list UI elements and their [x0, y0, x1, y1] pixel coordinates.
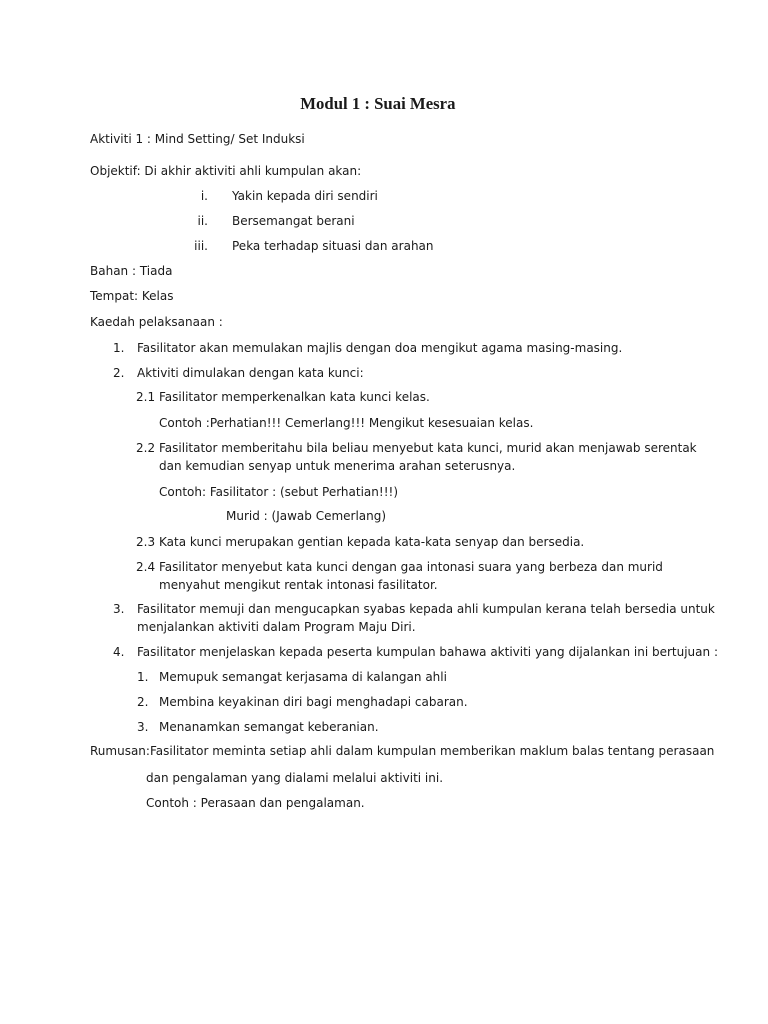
activity-heading: Aktiviti 1 : Mind Setting/ Set Induksi [90, 132, 305, 146]
rumusan-example: Contoh : Perasaan dan pengalaman. [146, 796, 365, 810]
step-number: 2. [113, 366, 125, 380]
purpose-item-number: 1. [137, 670, 149, 684]
substep-number: 2.1 [136, 390, 156, 404]
purpose-item-text: Menanamkan semangat keberanian. [159, 720, 379, 734]
substep-text: Fasilitator menyebut kata kunci dengan gaa intonasi suara yang berbeza dan murid [159, 560, 663, 574]
objective-item-number: ii. [197, 214, 208, 228]
objective-item-text: Peka terhadap situasi dan arahan [232, 239, 434, 253]
objective-label: Objektif: Di akhir aktiviti ahli kumpulan akan: [90, 164, 362, 178]
substep-text-continued: menyahut mengikut rentak intonasi fasilitator. [159, 578, 438, 592]
step-text-continued: menjalankan aktiviti dalam Program Maju Diri. [137, 620, 416, 634]
step-text: Fasilitator menjelaskan kepada peserta kumpulan bahawa aktiviti yang dijalankan ini bertujuan : [137, 645, 718, 659]
step-text: Fasilitator akan memulakan majlis dengan doa mengikut agama masing-masing. [137, 341, 623, 355]
objective-item-number: iii. [194, 239, 208, 253]
step-number: 4. [113, 645, 125, 659]
bahan-line: Bahan : Tiada [90, 264, 173, 278]
step-text: Fasilitator memuji dan mengucapkan syabas kepada ahli kumpulan kerana telah bersedia untuk [137, 602, 715, 616]
step-number: 3. [113, 602, 125, 616]
substep-text: Kata kunci merupakan gentian kepada kata-kata senyap dan bersedia. [159, 535, 585, 549]
purpose-item-number: 3. [137, 720, 149, 734]
substep-example: Contoh: Fasilitator : (sebut Perhatian!!!) [159, 485, 398, 499]
substep-number: 2.2 [136, 441, 156, 455]
step-number: 1. [113, 341, 125, 355]
substep-example: Murid : (Jawab Cemerlang) [226, 509, 387, 523]
tempat-line: Tempat: Kelas [90, 289, 174, 303]
purpose-item-text: Membina keyakinan diri bagi menghadapi cabaran. [159, 695, 468, 709]
substep-text: Fasilitator memberitahu bila beliau menyebut kata kunci, murid akan menjawab serentak [159, 441, 697, 455]
objective-item-text: Bersemangat berani [232, 214, 355, 228]
purpose-item-number: 2. [137, 695, 149, 709]
objective-item-number: i. [200, 189, 208, 203]
substep-number: 2.4 [136, 560, 156, 574]
objective-item-text: Yakin kepada diri sendiri [232, 189, 378, 203]
rumusan-text: Rumusan:Fasilitator meminta setiap ahli dalam kumpulan memberikan maklum balas tentang perasaan [90, 744, 715, 758]
rumusan-text-continued: dan pengalaman yang dialami melalui aktiviti ini. [146, 771, 444, 785]
purpose-item-text: Memupuk semangat kerjasama di kalangan ahli [159, 670, 447, 684]
step-text: Aktiviti dimulakan dengan kata kunci: [137, 366, 364, 380]
substep-number: 2.3 [136, 535, 156, 549]
substep-text-continued: dan kemudian senyap untuk menerima arahan seterusnya. [159, 459, 516, 473]
substep-text: Fasilitator memperkenalkan kata kunci kelas. [159, 390, 430, 404]
kaedah-heading: Kaedah pelaksanaan : [90, 315, 223, 329]
substep-example: Contoh :Perhatian!!! Cemerlang!!! Mengikut kesesuaian kelas. [159, 416, 534, 430]
page-title: Modul 1 : Suai Mesra [300, 94, 456, 113]
